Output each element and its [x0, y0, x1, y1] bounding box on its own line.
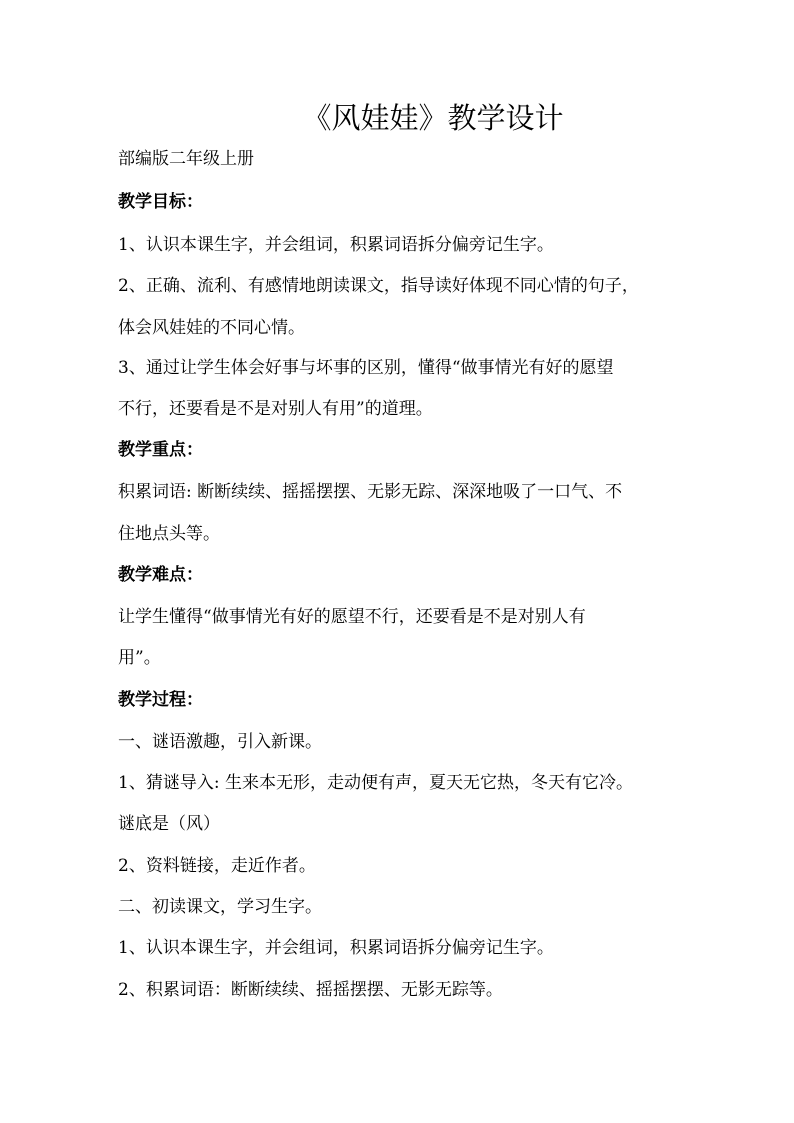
objective-3-line1: 3、通过让学生体会好事与坏事的区别，懂得“做事情光有好的愿望 [118, 358, 614, 378]
process-step-2-2: 2、积累词语：断断续续、摇摇摆摆、无影无踪等。 [118, 980, 503, 1000]
objective-2-line2: 体会风娃娃的不同心情。 [118, 318, 305, 338]
subtitle: 部编版二年级上册 [118, 149, 254, 169]
process-step-1-2: 2、资料链接，走近作者。 [118, 856, 316, 876]
key-points-line2: 住地点头等。 [118, 524, 220, 544]
difficulty-heading: 教学难点： [118, 565, 203, 585]
process-step-1-1-answer: 谜底是（风） [118, 814, 220, 834]
objective-3-line2: 不行，还要看是不是对别人有用”的道理。 [118, 399, 433, 419]
process-step-1-1: 1、猜谜导入: 生来本无形，走动便有声，夏天无它热，冬天有它冷。 [118, 773, 633, 793]
document-title: 《风娃娃》教学设计 [302, 101, 564, 135]
process-step-2-1: 1、认识本课生字，并会组词，积累词语拆分偏旁记生字。 [118, 938, 554, 958]
key-points-heading: 教学重点： [118, 440, 203, 460]
difficulty-line1: 让学生懂得“做事情光有好的愿望不行，还要看是不是对别人有 [118, 607, 586, 627]
objectives-heading: 教学目标： [118, 192, 203, 212]
key-points-line1: 积累词语: 断断续续、摇摇摆摆、无影无踪、深深地吸了一口气、不 [118, 482, 623, 502]
difficulty-line2: 用”。 [118, 648, 161, 668]
process-step-2: 二、初读课文，学习生字。 [118, 897, 322, 917]
process-step-1: 一、谜语激趣，引入新课。 [118, 732, 322, 752]
objective-1: 1、认识本课生字，并会组词，积累词语拆分偏旁记生字。 [118, 235, 554, 255]
process-heading: 教学过程： [118, 690, 203, 710]
objective-2-line1: 2、正确、流利、有感情地朗读课文，指导读好体现不同心情的句子， [118, 276, 639, 296]
